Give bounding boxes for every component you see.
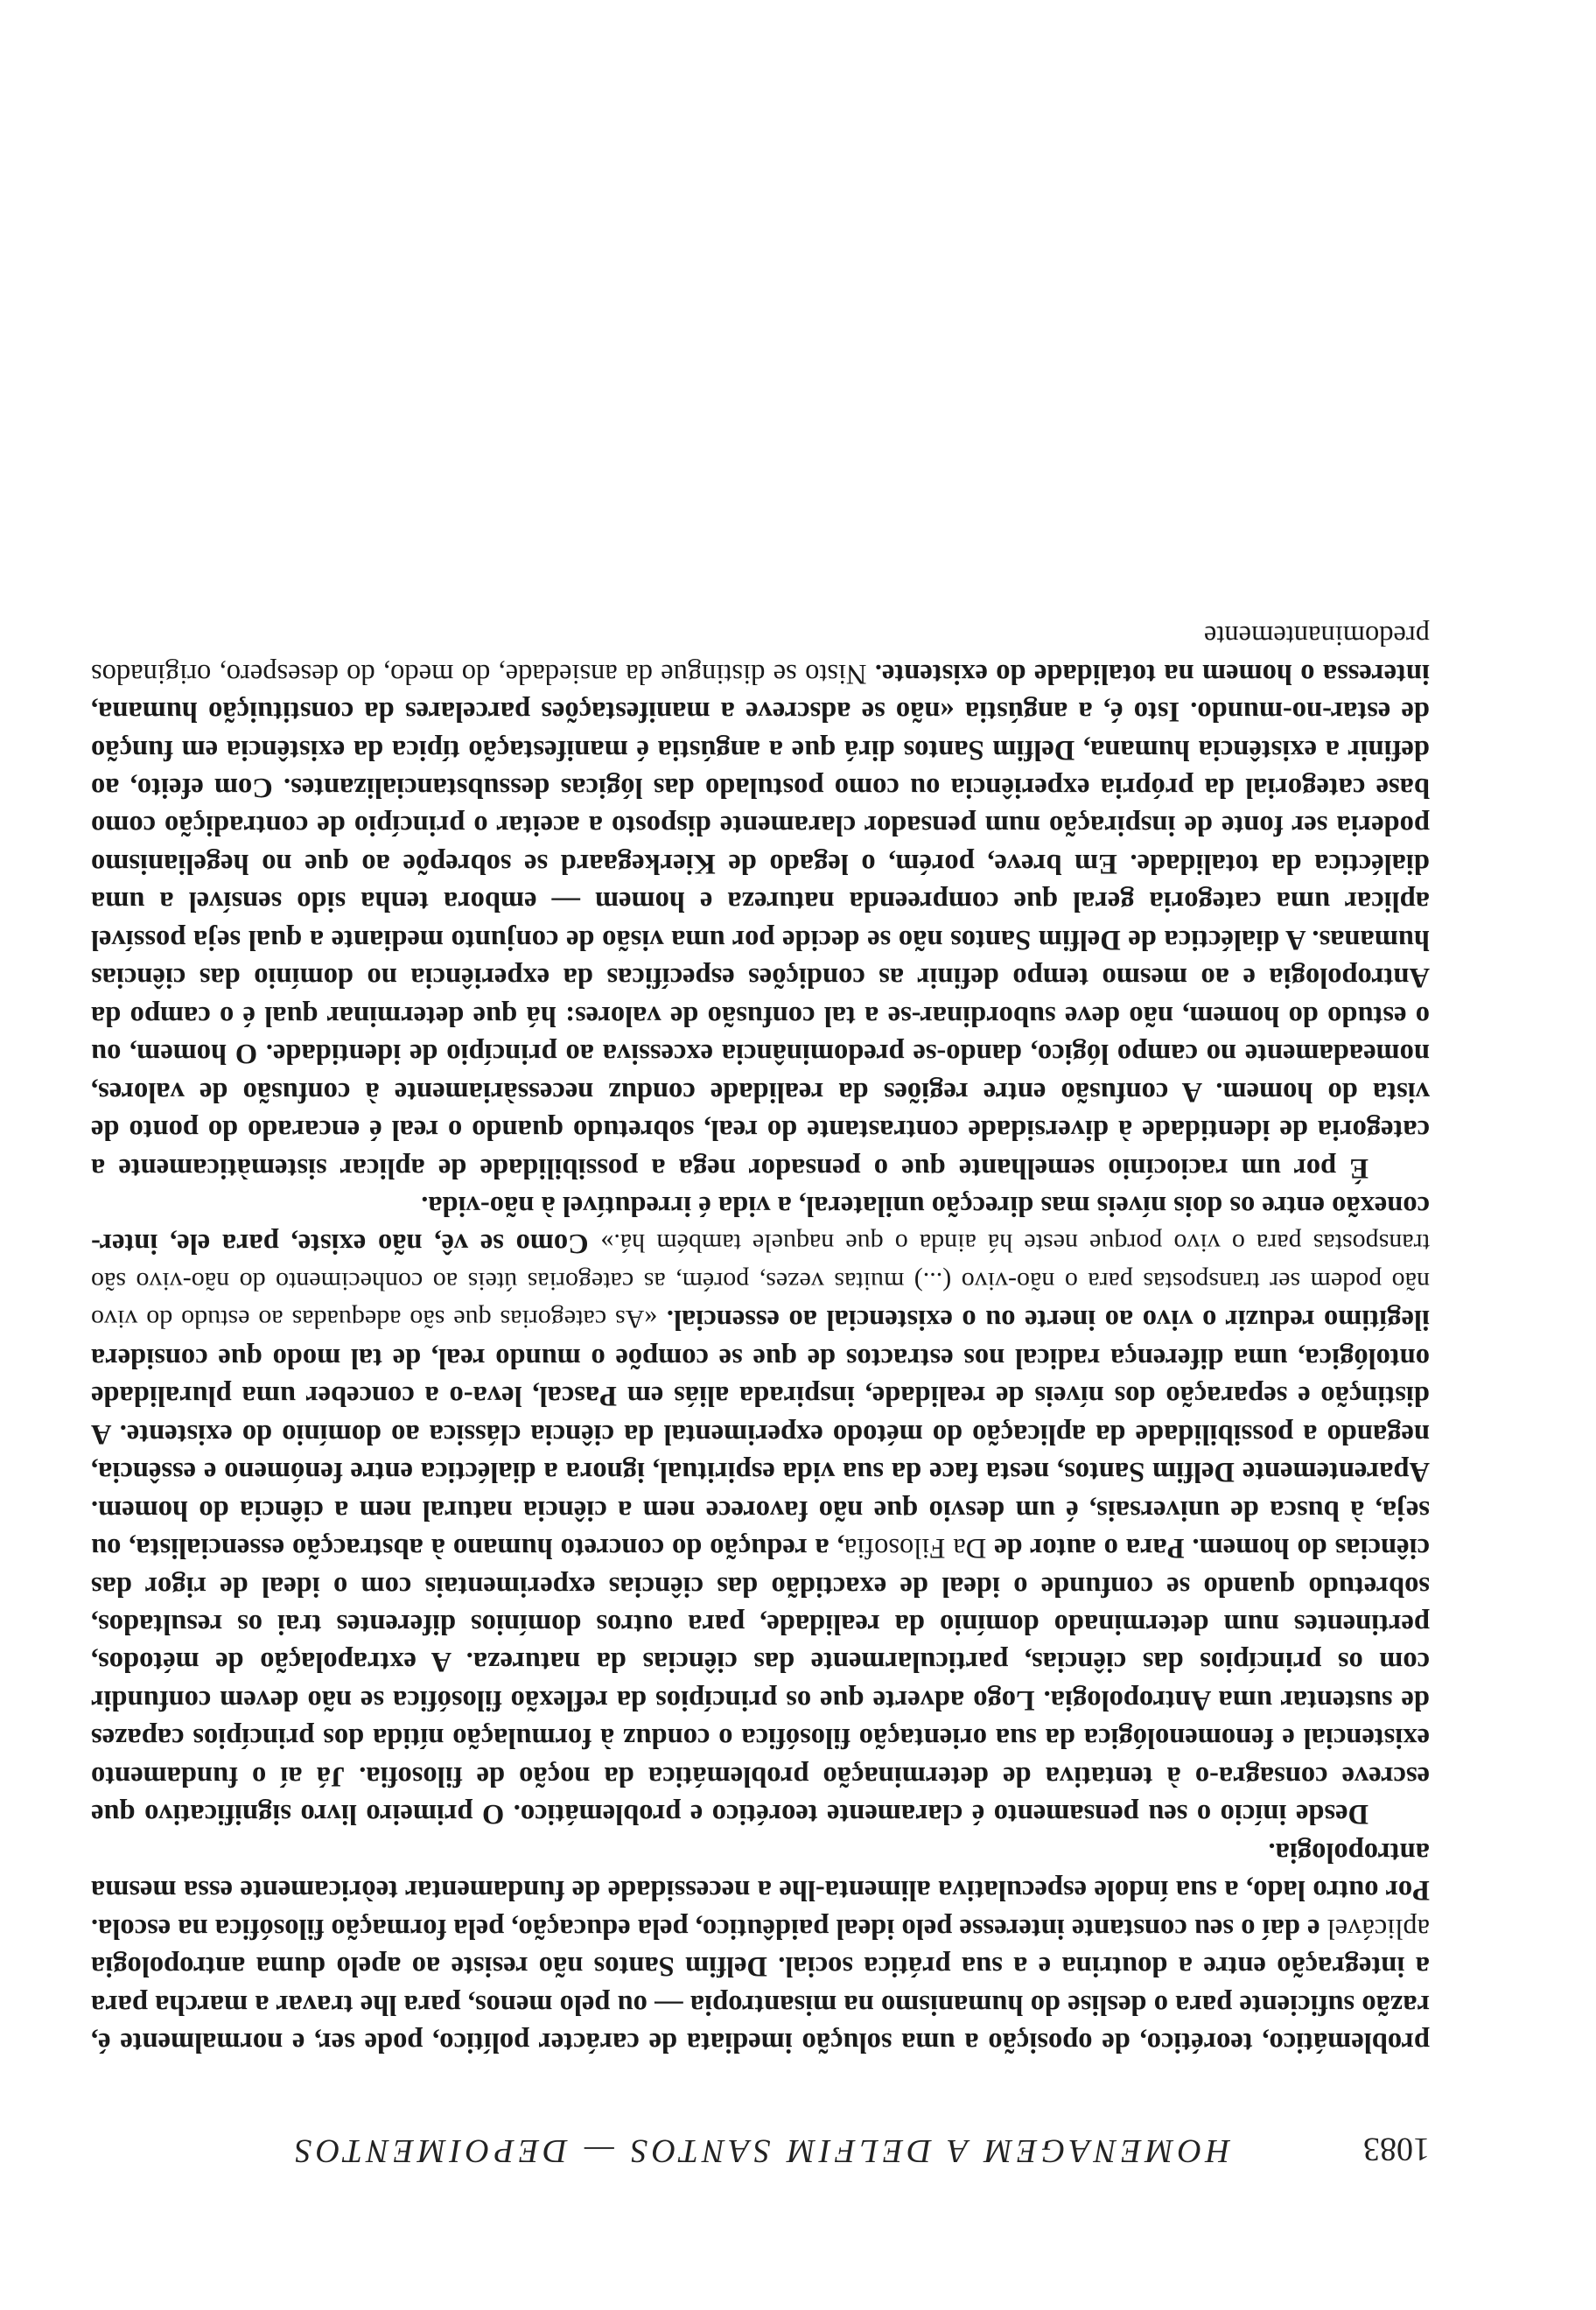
paragraph xyxy=(91,1186,1430,1833)
text-run: , a redução do concreto humano à abstracção essencialista, ou seja, à busca de universais, é um desvio que não favorece nem a ciência natural nem a ciência do homem. Aparentemente Delfim Santos, nesta face da sua vida espiritual, ignora a dialéctica entre fenómeno e essência, negando a possibilidade da aplicação do método experimental da ciência clássica ao domínio do existente. A distinção e separação dos níveis de realidade, inspirada aliás em Pascal, leva-o a conceber uma pluralidade ontológica, uma diferença radical nos estractos de que se compõe o mundo real, de tal modo que considera ilegítimo reduzir o vivo ao inerte ou o existencial ao essencial. xyxy=(91,1304,1430,1564)
paragraph xyxy=(91,616,1430,1186)
running-title: HOMENAGEM A DELFIM SANTOS — DEPOIMENTOS xyxy=(290,2132,1230,2169)
page-number: 1083 xyxy=(1363,2131,1430,2167)
text-run: problemático, teorético, de oposição a uma solução imediata de carácter político, pode ser, e normalmente é, razão suficiente para o deslise do humanismo na misantropia — ou pelo menos, para lhe travar a marcha para a integração entre a doutrina e a sua prática social. Delfim Santos não resiste ao apelo duma antropologia xyxy=(91,1950,1430,2058)
text-run: Nisto se distingue da ansiedade, do medo, do desespero, originados predominantemente xyxy=(91,620,1430,690)
text-run: e daí o seu constante interesse pelo ideal paidêutico, pela educação, pela formação filosófica na escola. Por outro lado, a sua índole especulativa alimenta-lhe a necessidade de fundamentar teòricamente essa mesma antropologia. xyxy=(91,1836,1430,1944)
text-run: Como se vê, não existe, para ele, inter-conexão entre os dois níveis mas direcção unilateral, a vida é irredutível à não-vida. xyxy=(90,1190,1430,1260)
quotation: «As categorias que são adequadas ao estudo do vivo não podem ser transpostas para o não-vivo (...) muitas vezes, porém, as categorias úteis ao conhecimento do não-vivo são transpostas para o vivo porque neste há ainda o que naquele também há.» xyxy=(91,1228,1430,1334)
text-run: aplicável xyxy=(1326,1912,1430,1944)
body-text xyxy=(91,616,1430,2061)
text-run: Desde início o seu pensamento é claramente teorético e problemático. O primeiro livro significativo que escreve consagra-o à tentativa de determinação problemática da noção de filosofia. Já aí o fundamento existencial e fenomenológica da sua orientação filosófica o conduz à formulação nítida dos princípios capazes de sustentar uma Antropologia. Logo adverte que os princípios da reflexão filosófica se não devem confundir com os princípios das ciências, particularmente das ciências da natureza. A extrapolação de métodos, pertinentes num determinado domínio da realidade, para outros domínios diferentes trai os resultados, sobretudo quando se confunde o ideal de exactidão das ciências experimentais com o ideal de rigor das ciências do homem. Para o autor de xyxy=(91,1532,1430,1830)
running-header xyxy=(91,2118,1430,2170)
text-run: Da Filosofia xyxy=(844,1532,987,1564)
paragraph xyxy=(91,1832,1430,2061)
text-run: É por um raciocínio semelhante que o pensador nega a possibilidade de aplicar sistemàticamente a categoria de identidade à diversidade contrastante do real, sobretudo quando o real é encarado do ponto de vista do homem. A confusão entre regiões da realidade conduz necessàriamente à confusão de valores, nomeadamente no campo lógico, dando-se predominância excessiva ao princípio de identidade. O homem, ou o estudo do homem, não deve subordinar-se a tal confusão de valores: há que determinar qual é o campo da Antropologia e ao mesmo tempo definir as condições específicas da experiência no domínio das ciências humanas. A dialéctica de Delfim Santos não se decide por uma visão de conjunto mediante a qual seja possível aplicar uma categoria geral que compreenda natureza e homem — embora tenha sido sensível a uma dialéctica da totalidade. Em breve, porém, o legado de Kierkegaard se sobrepõe ao que no hegelianismo poderia ser fonte de inspiração num pensador claramente disposto a aceitar o princípio de contradição como base categorial da própria experiência ou como postulado das lógicas dessubstancializantes. Com efeito, ao definir a existência humana, Delfim Santos dirá que a angústia é manifestação típica da existência em função de estar-no-mundo. Isto é, a angústia «não se adscreve a manifestações parcelares da constituição humana, interessa o homem na totalidade do existente. xyxy=(91,657,1430,1184)
